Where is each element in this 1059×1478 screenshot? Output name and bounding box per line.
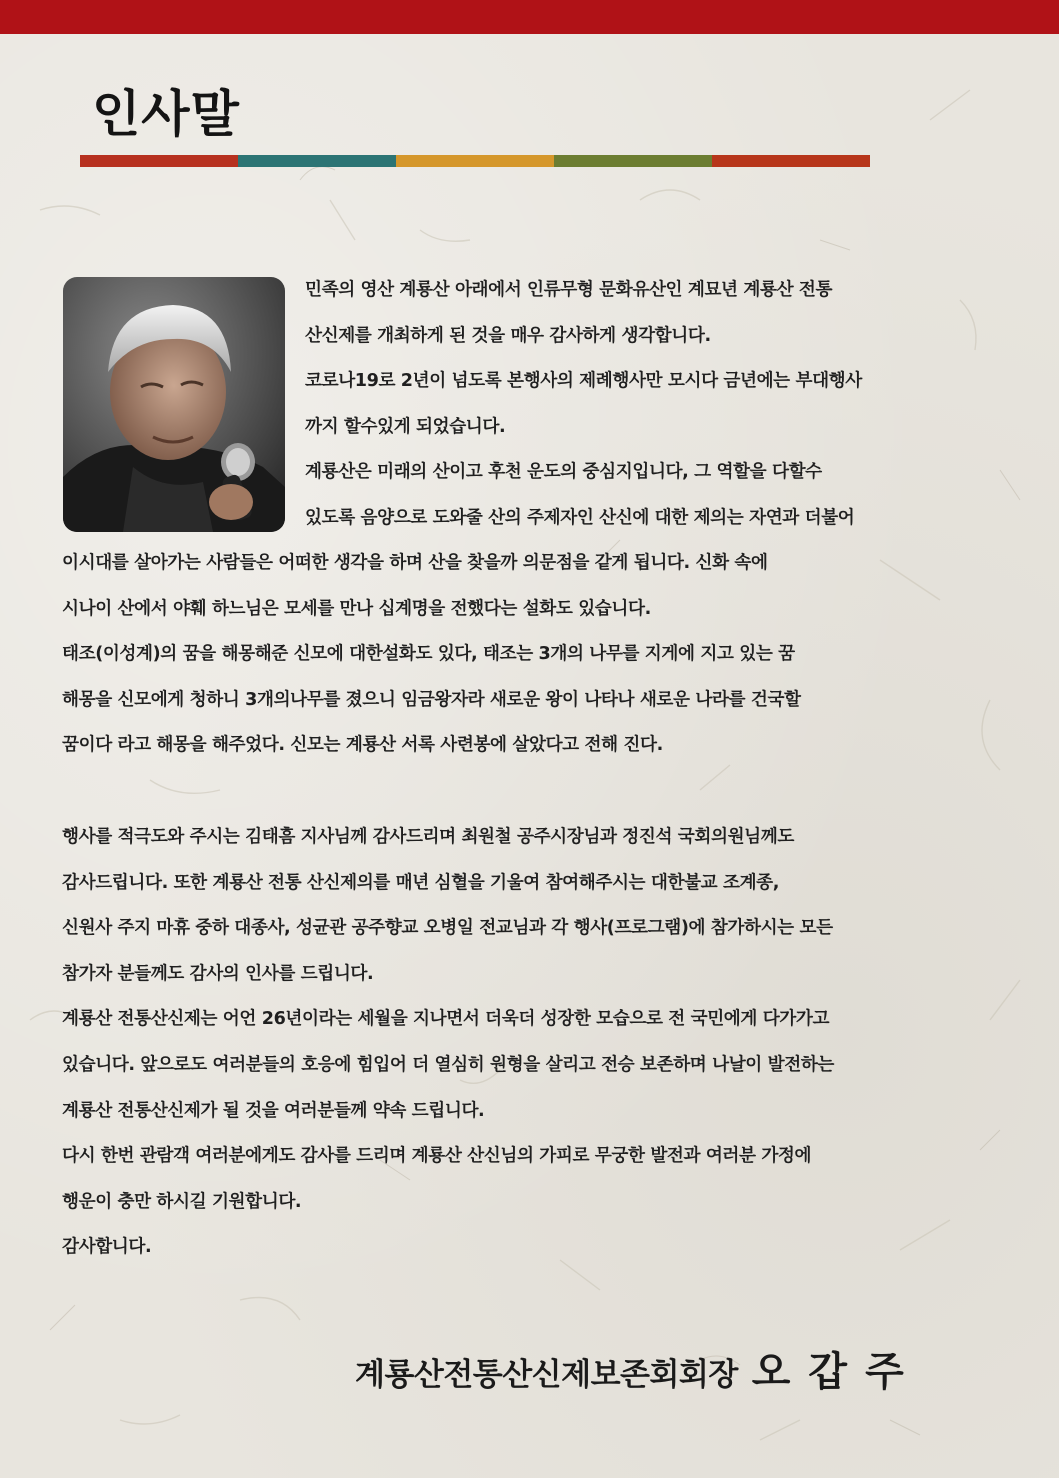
greeting-paragraph-2	[62, 541, 1022, 769]
stripe-segment-red	[80, 155, 238, 167]
text-line: 감사드립니다. 또한 계룡산 전통 산신제의를 매년 심혈을 기울여 참여해주시는 대한불교 조계종,	[62, 872, 780, 893]
stripe-segment-olive	[554, 155, 712, 167]
text-line: 행운이 충만 하시길 기원합니다.	[62, 1191, 302, 1212]
text-line: 코로나19로 2년이 넘도록 본행사의 제례행사만 모시다 금년에는 부대행사	[305, 371, 862, 392]
text-line: 계룡산은 미래의 산이고 후천 운도의 중심지입니다, 그 역할을 다할수	[305, 462, 822, 483]
signature-organization: 계룡산전통산신제보존회회장	[355, 1357, 738, 1393]
text-line: 이시대를 살아가는 사람들은 어떠한 생각을 하며 산을 찾을까 의문점을 같게 됩니다. 신화 속에	[62, 553, 768, 573]
text-line: 꿈이다 라고 해몽을 해주었다. 신모는 계룡산 서록 사련봉에 살았다고 전해 진다.	[62, 735, 663, 756]
text-line: 산신제를 개최하게 된 것을 매우 감사하게 생각합니다.	[305, 325, 711, 346]
greeting-paragraph-3	[62, 815, 1022, 1271]
top-red-bar	[0, 0, 1059, 34]
signature-block	[355, 1340, 1045, 1397]
text-line: 있습니다. 앞으로도 여러분들의 호응에 힘입어 더 열심히 원형을 살리고 전승 보존하며 나날이 발전하는	[62, 1054, 835, 1075]
page-title: 인사말	[92, 85, 240, 143]
text-line: 까지 할수있게 되었습니다.	[305, 416, 506, 437]
signature-name: 오갑주	[751, 1348, 922, 1395]
text-line: 행사를 적극도와 주시는 김태흠 지사님께 감사드리며 최원철 공주시장님과 정진석 국회의원님께도	[62, 827, 794, 847]
text-line: 있도록 음양으로 도와줄 산의 주제자인 산신에 대한 제의는 자연과 더불어	[305, 507, 855, 528]
text-line: 민족의 영산 계룡산 아래에서 인류무형 문화유산인 계묘년 계룡산 전통	[305, 280, 833, 300]
text-line: 감사합니다.	[62, 1237, 152, 1258]
text-line: 계룡산 전통산신제가 될 것을 여러분들께 약속 드립니다.	[62, 1100, 485, 1121]
greeting-paragraph-1	[305, 268, 1015, 542]
text-line: 시나이 산에서 야훼 하느님은 모세를 만나 십계명을 전했다는 설화도 있습니다.	[62, 598, 651, 619]
text-line: 다시 한번 관람객 여러분에게도 감사를 드리며 계룡산 산신님의 가피로 무궁한 발전과 여러분 가정에	[62, 1146, 812, 1167]
text-line: 태조(이성계)의 꿈을 해몽해준 신모에 대한설화도 있다, 태조는 3개의 나무를 지게에 지고 있는 꿈	[62, 644, 795, 665]
stripe-segment-rust	[712, 155, 870, 167]
text-line: 해몽을 신모에게 청하니 3개의나무를 졌으니 임금왕자라 새로운 왕이 나타나 새로운 나라를 건국할	[62, 689, 801, 710]
portrait-photo	[63, 277, 285, 532]
text-line: 계룡산 전통산신제는 어언 26년이라는 세월을 지나면서 더욱더 성장한 모습으로 전 국민에게 다가가고	[62, 1009, 830, 1030]
text-line: 신원사 주지 마휴 중하 대종사, 성균관 공주향교 오병일 전교님과 각 행사(프로그램)에 참가하시는 모든	[62, 918, 833, 939]
stripe-segment-orange	[396, 155, 554, 167]
stripe-segment-teal	[238, 155, 396, 167]
color-stripe	[80, 155, 870, 167]
text-line: 참가자 분들께도 감사의 인사를 드립니다.	[62, 963, 374, 984]
